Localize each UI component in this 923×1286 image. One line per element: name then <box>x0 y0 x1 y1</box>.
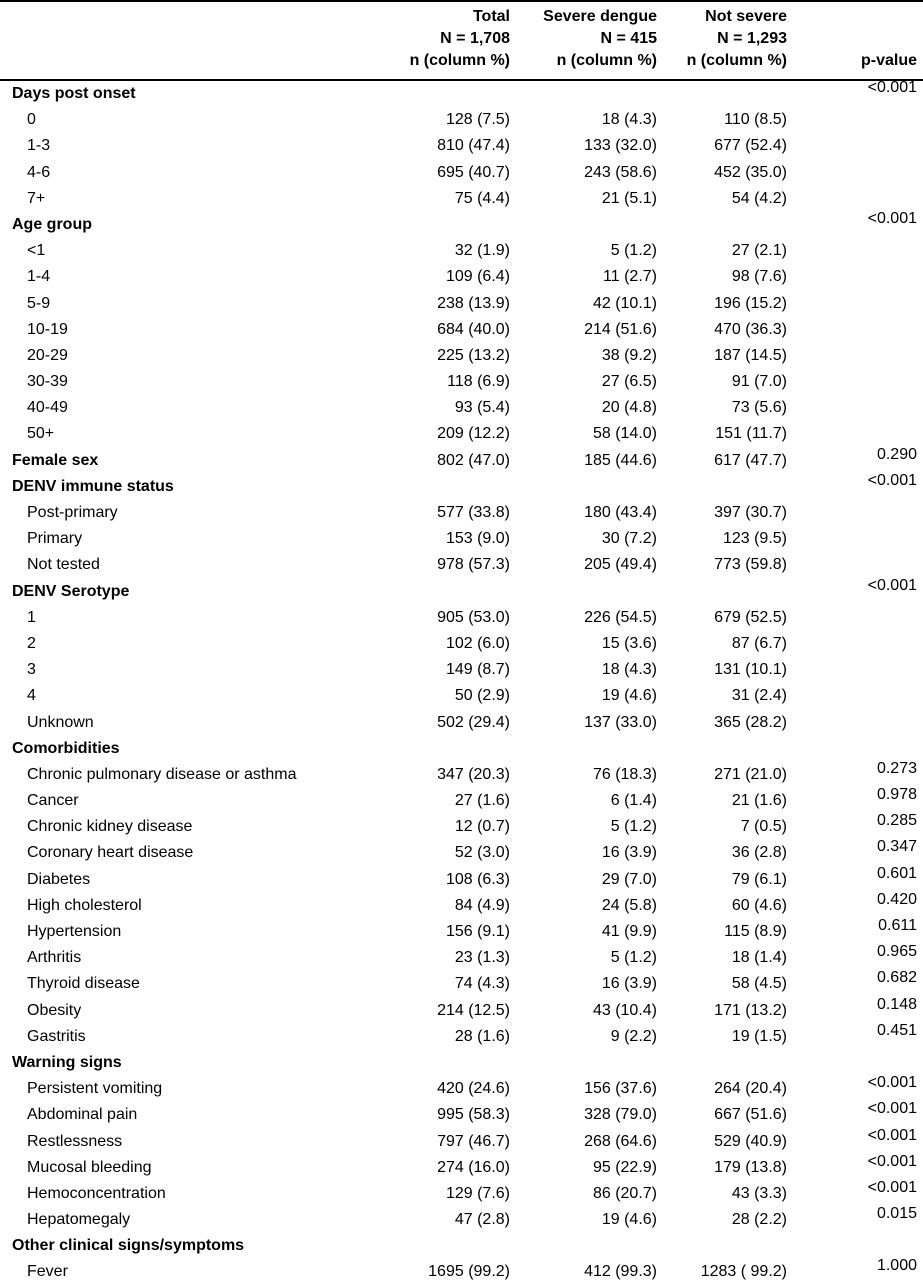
table-row <box>0 317 923 343</box>
cell-not-severe: 131 (10.1) <box>714 661 787 679</box>
header-not-severe-unit: n (column %) <box>686 52 787 69</box>
table-header <box>0 2 923 81</box>
table-row <box>0 500 923 526</box>
cell-pvalue: 0.347 <box>876 838 917 856</box>
row-label: 3 <box>27 661 36 679</box>
cell-total: 995 (58.3) <box>437 1106 510 1124</box>
cell-total: 23 (1.3) <box>454 949 510 967</box>
cell-total: 684 (40.0) <box>437 320 510 338</box>
table-row <box>0 864 923 893</box>
header-total-title: Total <box>472 8 510 25</box>
section-row <box>0 445 923 474</box>
cell-not-severe: 110 (8.5) <box>724 111 787 129</box>
cell-total: 27 (1.6) <box>454 792 510 810</box>
row-label: DENV Serotype <box>12 582 130 600</box>
cell-severe: 16 (3.9) <box>601 975 657 993</box>
cell-total: 149 (8.7) <box>445 661 510 679</box>
cell-pvalue: <0.001 <box>867 1178 917 1196</box>
cell-total: 32 (1.9) <box>454 242 510 260</box>
row-label: High cholesterol <box>27 896 142 914</box>
cell-not-severe: 58 (4.5) <box>731 975 787 993</box>
cell-total: 905 (53.0) <box>437 608 510 626</box>
row-label: 40-49 <box>27 399 68 417</box>
cell-total: 274 (16.0) <box>437 1158 510 1176</box>
cell-total: 84 (4.9) <box>454 896 510 914</box>
cell-not-severe: 264 (20.4) <box>714 1080 787 1098</box>
cell-severe: 95 (22.9) <box>592 1158 657 1176</box>
cell-not-severe: 98 (7.6) <box>731 268 787 286</box>
row-label: Abdominal pain <box>27 1106 138 1124</box>
cell-severe: 18 (4.3) <box>601 111 657 129</box>
cell-severe: 38 (9.2) <box>601 346 657 364</box>
cell-pvalue: <0.001 <box>867 576 917 594</box>
cell-not-severe: 179 (13.8) <box>714 1158 787 1176</box>
row-label: Fever <box>27 1263 68 1281</box>
cell-severe: 226 (54.5) <box>584 608 657 626</box>
cell-total: 93 (5.4) <box>454 399 510 417</box>
cell-pvalue: 0.148 <box>876 995 917 1013</box>
cell-severe: 18 (4.3) <box>601 661 657 679</box>
table-row <box>0 971 923 997</box>
cell-severe: 9 (2.2) <box>610 1027 657 1045</box>
cell-total: 12 (0.7) <box>454 818 510 836</box>
table-row <box>0 788 923 814</box>
row-label: Unknown <box>27 713 94 731</box>
row-label: Hemoconcentration <box>27 1184 166 1202</box>
cell-not-severe: 677 (52.4) <box>714 137 787 155</box>
cell-severe: 29 (7.0) <box>601 870 657 888</box>
cell-not-severe: 667 (51.6) <box>714 1106 787 1124</box>
cell-pvalue: 0.451 <box>876 1021 917 1039</box>
cell-pvalue: 0.285 <box>876 812 917 830</box>
cell-not-severe: 151 (11.7) <box>715 425 787 443</box>
cell-severe: 137 (33.0) <box>584 713 657 731</box>
row-label: Obesity <box>27 1001 82 1019</box>
table-row <box>0 107 923 133</box>
table-row <box>0 1021 923 1050</box>
cell-severe: 15 (3.6) <box>601 634 657 652</box>
table-row <box>0 890 923 919</box>
cell-pvalue: <0.001 <box>867 79 917 96</box>
cell-total: 74 (4.3) <box>454 975 510 993</box>
table-row <box>0 238 923 264</box>
row-label: DENV immune status <box>12 477 174 495</box>
cell-severe: 412 (99.3) <box>584 1263 657 1281</box>
cell-severe: 16 (3.9) <box>601 844 657 862</box>
table-row <box>0 759 923 788</box>
table-row <box>0 526 923 552</box>
row-label: <1 <box>27 242 46 260</box>
header-total <box>370 6 510 72</box>
cell-pvalue: <0.001 <box>867 1100 917 1118</box>
cell-not-severe: 171 (13.2) <box>714 1001 787 1019</box>
cell-total: 118 (6.9) <box>447 373 510 391</box>
cell-severe: 214 (51.6) <box>584 320 657 338</box>
row-label: Hypertension <box>27 923 122 940</box>
cell-not-severe: 7 (0.5) <box>740 818 787 836</box>
cell-severe: 76 (18.3) <box>592 765 657 783</box>
cell-pvalue: 0.420 <box>876 890 917 908</box>
cell-not-severe: 773 (59.8) <box>714 556 787 574</box>
row-label: 2 <box>27 634 36 652</box>
cell-severe: 5 (1.2) <box>610 818 657 836</box>
cell-not-severe: 452 (35.0) <box>714 163 787 181</box>
row-label: 1-3 <box>27 137 51 155</box>
cell-not-severe: 19 (1.5) <box>731 1027 787 1045</box>
cell-total: 28 (1.6) <box>454 1027 510 1045</box>
cell-not-severe: 365 (28.2) <box>714 713 787 731</box>
cell-severe: 185 (44.6) <box>584 451 657 469</box>
table-row <box>0 1152 923 1181</box>
section-row <box>0 736 923 762</box>
cell-total: 238 (13.9) <box>437 294 510 312</box>
cell-pvalue: <0.001 <box>867 471 917 489</box>
table-row <box>0 1076 923 1102</box>
cell-total: 347 (20.3) <box>437 765 510 783</box>
header-not-severe-n: N = 1,293 <box>717 30 787 47</box>
cell-severe: 19 (4.6) <box>601 687 657 705</box>
cell-pvalue: 0.978 <box>876 786 917 804</box>
cell-total: 810 (47.4) <box>437 137 510 155</box>
row-label: 4-6 <box>27 163 51 181</box>
cell-total: 978 (57.3) <box>437 556 510 574</box>
cell-severe: 11 (2.7) <box>603 268 657 286</box>
cell-total: 797 (46.7) <box>437 1132 510 1150</box>
cell-pvalue: <0.001 <box>867 1126 917 1144</box>
table-row <box>0 1207 923 1233</box>
cell-not-severe: 43 (3.3) <box>731 1184 787 1202</box>
section-row <box>0 1050 923 1076</box>
cell-not-severe: 18 (1.4) <box>731 949 787 967</box>
row-label: Gastritis <box>27 1027 86 1045</box>
cell-total: 108 (6.3) <box>445 870 510 888</box>
row-label: Other clinical signs/symptoms <box>12 1237 245 1255</box>
header-not-severe <box>637 6 787 72</box>
cell-not-severe: 1283 ( 99.2) <box>700 1263 787 1281</box>
cell-total: 75 (4.4) <box>454 189 510 207</box>
table-row <box>0 343 923 369</box>
section-row <box>0 576 923 605</box>
row-label: Thyroid disease <box>27 975 140 993</box>
header-severe <box>497 6 657 72</box>
row-label: Cancer <box>27 792 79 810</box>
cell-not-severe: 54 (4.2) <box>731 189 787 207</box>
cell-severe: 21 (5.1) <box>601 189 657 207</box>
row-label: Chronic kidney disease <box>27 818 193 836</box>
cell-not-severe: 617 (47.7) <box>714 451 787 469</box>
cell-total: 802 (47.0) <box>437 451 510 469</box>
header-not-severe-title: Not severe <box>705 8 787 25</box>
section-row <box>0 1233 923 1259</box>
table-row <box>0 552 923 578</box>
row-label: 1-4 <box>27 268 51 286</box>
table-row <box>0 291 923 317</box>
header-total-unit: n (column %) <box>409 52 510 69</box>
cell-severe: 205 (49.4) <box>584 556 657 574</box>
cell-total: 209 (12.2) <box>437 425 510 443</box>
header-severe-unit: n (column %) <box>556 52 657 69</box>
row-label: Hepatomegaly <box>27 1211 131 1229</box>
cell-pvalue: 0.611 <box>878 917 917 934</box>
table-row <box>0 1259 923 1285</box>
cell-total: 52 (3.0) <box>454 844 510 862</box>
cell-severe: 268 (64.6) <box>584 1132 657 1150</box>
cell-not-severe: 73 (5.6) <box>731 399 787 417</box>
row-label: Restlessness <box>27 1132 123 1150</box>
section-row <box>0 209 923 238</box>
cell-total: 695 (40.7) <box>437 163 510 181</box>
table-row <box>0 919 923 945</box>
row-label: Diabetes <box>27 870 91 888</box>
cell-pvalue: 0.290 <box>876 445 917 463</box>
cell-total: 102 (6.0) <box>445 634 510 652</box>
row-label: 10-19 <box>27 320 68 338</box>
cell-severe: 43 (10.4) <box>592 1001 657 1019</box>
row-label: Coronary heart disease <box>27 844 194 862</box>
row-label: 4 <box>27 687 36 705</box>
row-label: 0 <box>27 111 36 129</box>
cell-severe: 30 (7.2) <box>601 530 657 548</box>
table-row <box>0 1102 923 1128</box>
cell-not-severe: 187 (14.5) <box>714 346 787 364</box>
cell-pvalue: 0.682 <box>876 969 917 987</box>
cell-total: 1695 (99.2) <box>428 1263 510 1281</box>
cell-pvalue: <0.001 <box>867 209 917 227</box>
cell-total: 420 (24.6) <box>437 1080 510 1098</box>
cell-total: 225 (13.2) <box>437 346 510 364</box>
cell-severe: 156 (37.6) <box>584 1080 657 1098</box>
row-label: Mucosal bleeding <box>27 1158 152 1176</box>
table-row <box>0 264 923 290</box>
cell-severe: 133 (32.0) <box>584 137 657 155</box>
cell-severe: 27 (6.5) <box>601 373 657 391</box>
row-label: 50+ <box>27 425 55 443</box>
cell-pvalue: 0.015 <box>876 1205 917 1223</box>
section-row <box>0 81 923 107</box>
cell-total: 109 (6.4) <box>445 268 510 286</box>
cell-total: 129 (7.6) <box>445 1184 510 1202</box>
row-label: Age group <box>12 215 92 233</box>
cell-not-severe: 196 (15.2) <box>714 294 787 312</box>
row-label: Primary <box>27 530 83 548</box>
row-label: Comorbidities <box>12 739 120 757</box>
table-row <box>0 369 923 395</box>
row-label: Female sex <box>12 451 99 469</box>
cell-pvalue: <0.001 <box>867 1074 917 1092</box>
row-label: 1 <box>27 608 36 626</box>
header-severe-title: Severe dengue <box>543 8 657 25</box>
table-row <box>0 683 923 709</box>
cell-pvalue: 0.601 <box>876 864 917 882</box>
cell-pvalue: 0.273 <box>876 759 917 777</box>
table-row <box>0 395 923 421</box>
table-row <box>0 710 923 736</box>
row-label: Days post onset <box>12 85 136 102</box>
cell-severe: 41 (9.9) <box>601 923 657 940</box>
header-total-n: N = 1,708 <box>440 30 510 47</box>
row-label: 7+ <box>27 189 46 207</box>
cell-total: 156 (9.1) <box>445 923 510 940</box>
row-label: 30-39 <box>27 373 68 391</box>
table-row <box>0 1178 923 1207</box>
table-row <box>0 421 923 447</box>
cell-not-severe: 123 (9.5) <box>722 530 787 548</box>
cell-total: 214 (12.5) <box>437 1001 510 1019</box>
cell-severe: 243 (58.6) <box>584 163 657 181</box>
row-label: Warning signs <box>12 1053 122 1071</box>
cell-not-severe: 27 (2.1) <box>731 242 787 260</box>
cell-pvalue: 0.965 <box>876 943 917 961</box>
cell-severe: 5 (1.2) <box>610 949 657 967</box>
table-row <box>0 133 923 159</box>
cell-severe: 86 (20.7) <box>592 1184 657 1202</box>
row-label: Arthritis <box>27 949 82 967</box>
cell-not-severe: 679 (52.5) <box>714 608 787 626</box>
header-severe-n: N = 415 <box>600 30 657 47</box>
cell-severe: 180 (43.4) <box>584 504 657 521</box>
row-label: 5-9 <box>27 294 51 312</box>
cell-not-severe: 21 (1.6) <box>731 792 787 810</box>
header-pvalue: p-value <box>860 52 917 69</box>
table-row <box>0 657 923 683</box>
cell-not-severe: 397 (30.7) <box>714 504 787 521</box>
table-row <box>0 186 923 212</box>
section-row <box>0 471 923 500</box>
table-row <box>0 840 923 866</box>
table-row <box>0 945 923 971</box>
cell-not-severe: 36 (2.8) <box>731 844 787 862</box>
cell-severe: 6 (1.4) <box>610 792 657 810</box>
cell-severe: 42 (10.1) <box>592 294 657 312</box>
cell-total: 50 (2.9) <box>454 687 510 705</box>
table-row <box>0 605 923 631</box>
cell-not-severe: 271 (21.0) <box>714 765 787 783</box>
row-label: 20-29 <box>27 346 68 364</box>
cell-severe: 24 (5.8) <box>601 896 657 914</box>
table-row <box>0 631 923 657</box>
table-body <box>0 81 923 1286</box>
row-label: Not tested <box>27 556 100 574</box>
cell-not-severe: 28 (2.2) <box>731 1211 787 1229</box>
cell-not-severe: 470 (36.3) <box>714 320 787 338</box>
cell-not-severe: 91 (7.0) <box>731 373 787 391</box>
cell-severe: 5 (1.2) <box>610 242 657 260</box>
cell-not-severe: 115 (8.9) <box>724 923 787 940</box>
table-row <box>0 160 923 186</box>
row-label: Persistent vomiting <box>27 1080 163 1098</box>
row-label: Post-primary <box>27 504 118 521</box>
cell-not-severe: 87 (6.7) <box>731 634 787 652</box>
cell-not-severe: 31 (2.4) <box>731 687 787 705</box>
cell-severe: 19 (4.6) <box>601 1211 657 1229</box>
table-row <box>0 814 923 840</box>
cell-total: 47 (2.8) <box>454 1211 510 1229</box>
cell-severe: 58 (14.0) <box>592 425 657 443</box>
row-label: Chronic pulmonary disease or asthma <box>27 765 297 783</box>
cell-total: 502 (29.4) <box>437 713 510 731</box>
table-row <box>0 995 923 1024</box>
cell-not-severe: 529 (40.9) <box>714 1132 787 1150</box>
cell-total: 577 (33.8) <box>437 504 510 521</box>
table-row <box>0 1126 923 1155</box>
cell-not-severe: 60 (4.6) <box>731 896 787 914</box>
cell-not-severe: 79 (6.1) <box>731 870 787 888</box>
cell-pvalue: <0.001 <box>867 1152 917 1170</box>
cell-severe: 328 (79.0) <box>584 1106 657 1124</box>
cell-severe: 20 (4.8) <box>601 399 657 417</box>
cell-total: 153 (9.0) <box>445 530 510 548</box>
cell-pvalue: 1.000 <box>876 1257 917 1275</box>
cell-total: 128 (7.5) <box>445 111 510 129</box>
